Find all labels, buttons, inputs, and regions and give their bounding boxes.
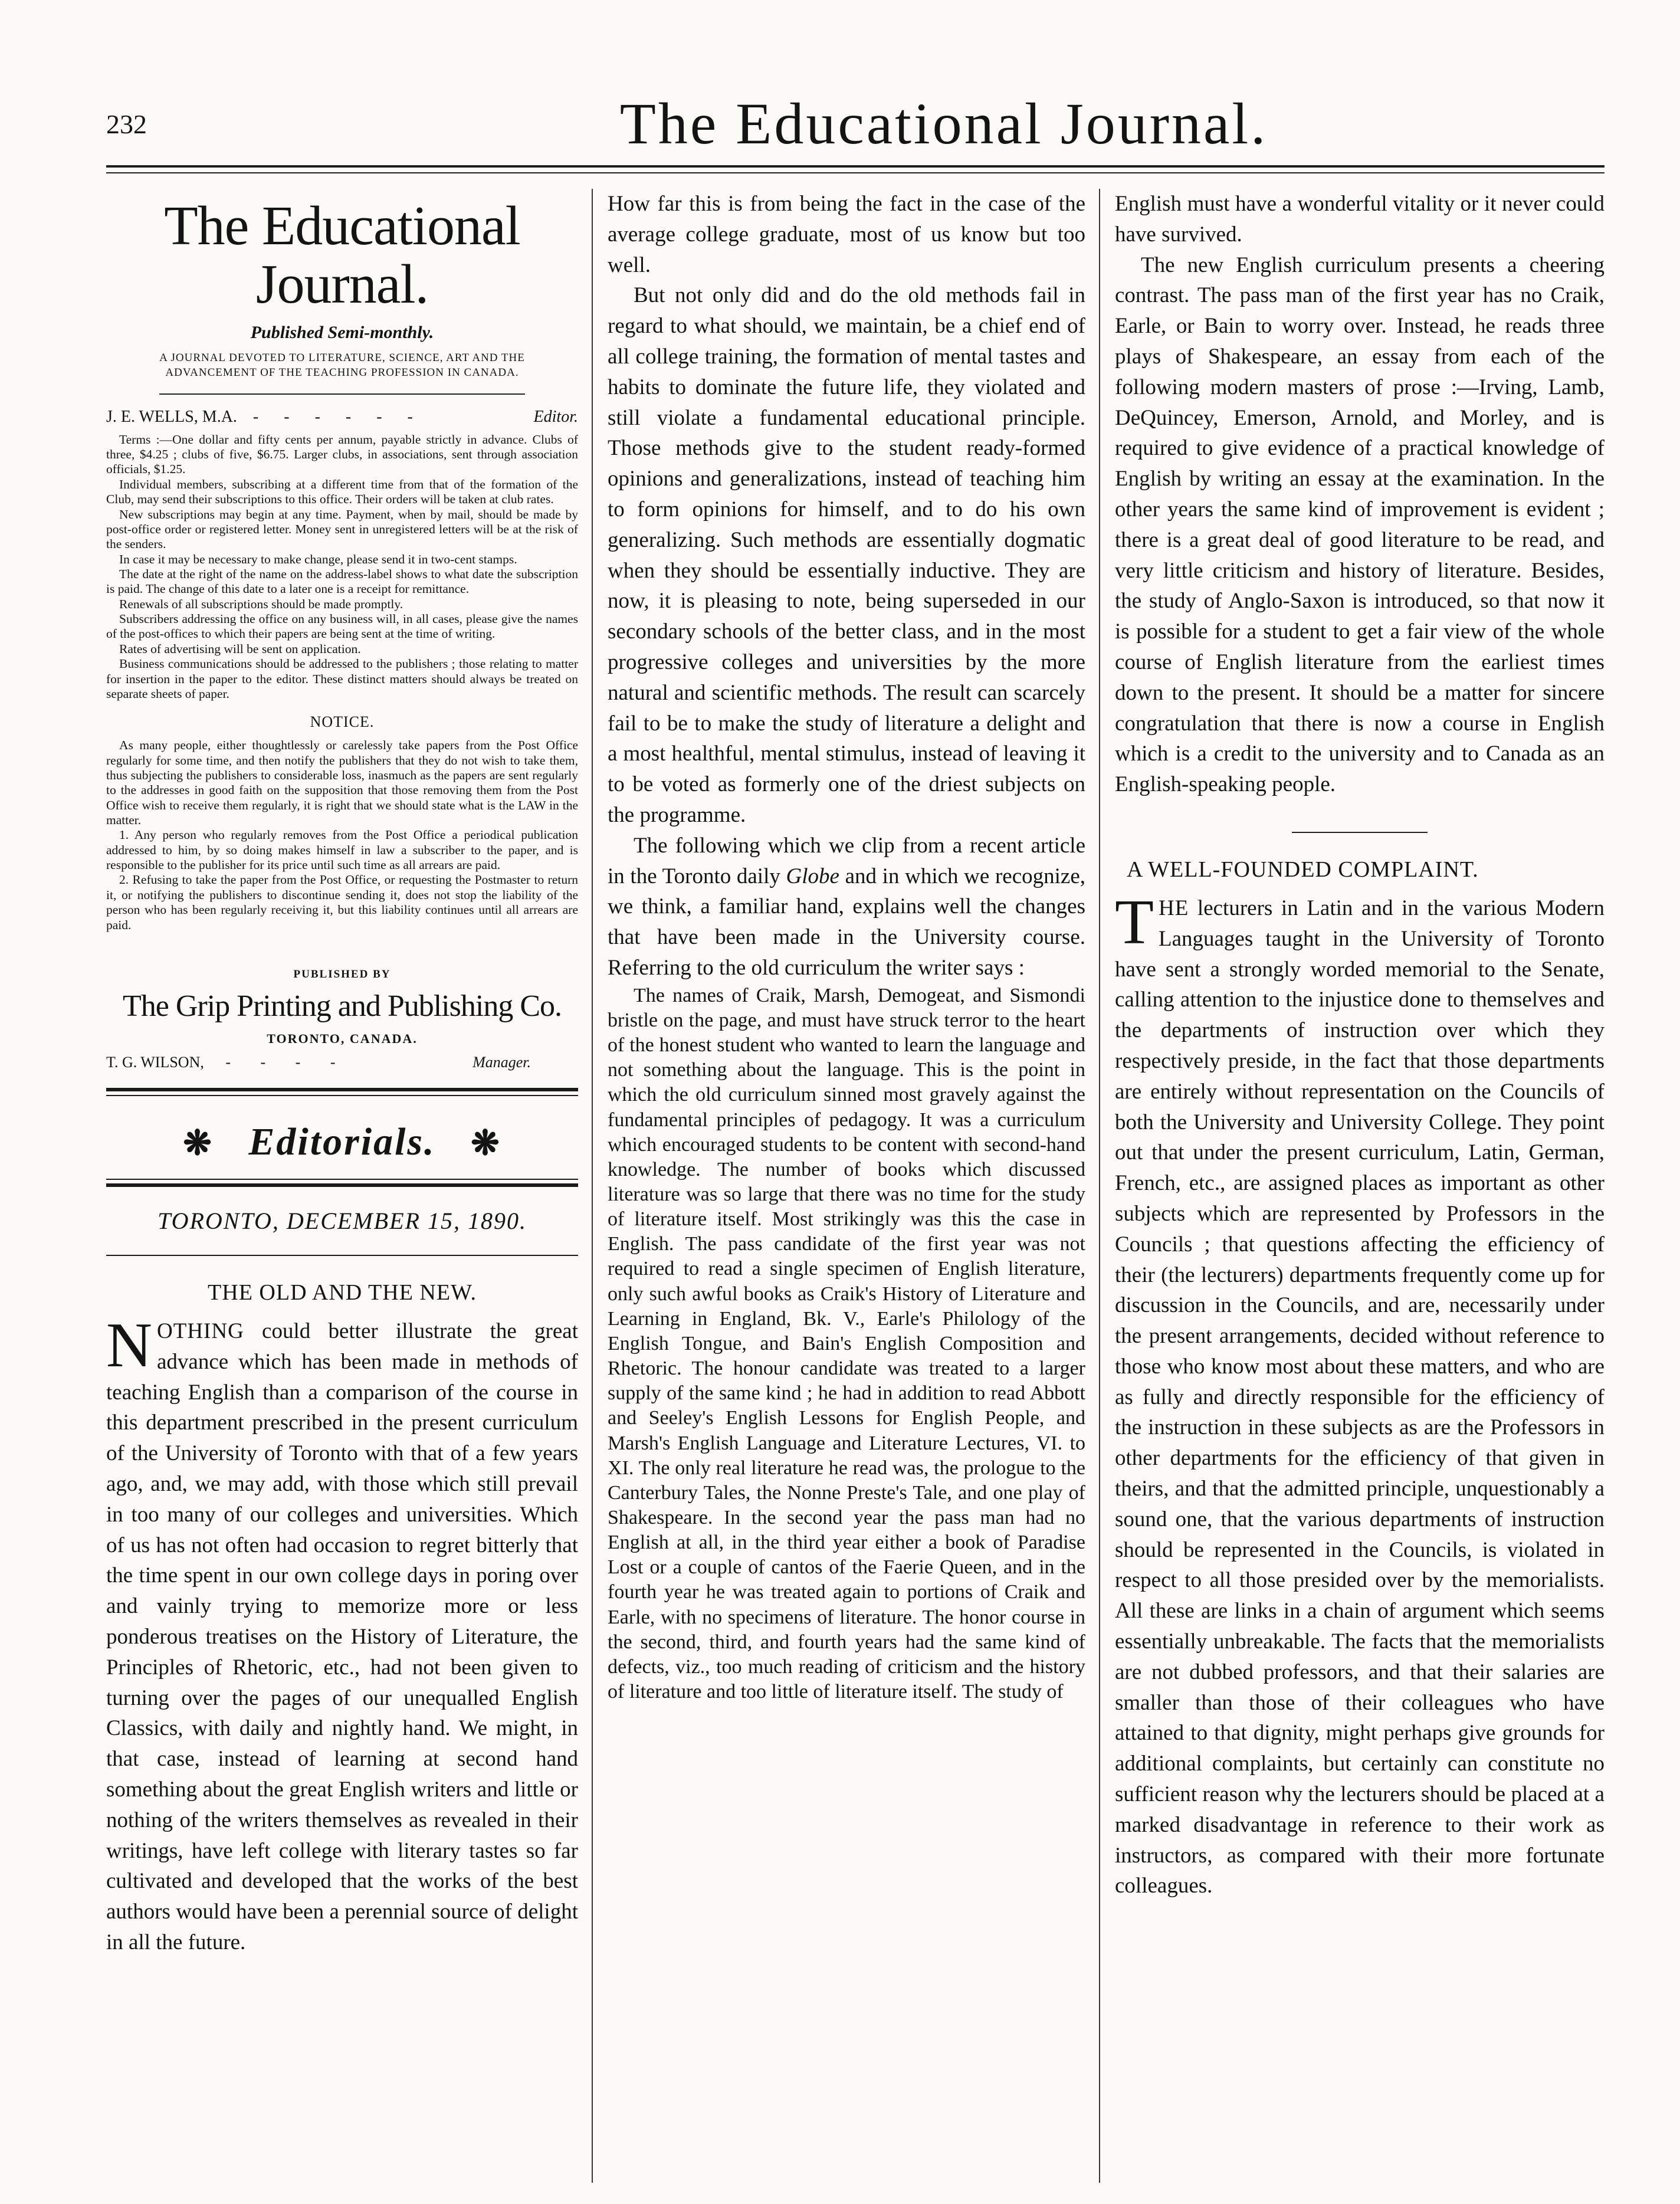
notice-paragraph: 2. Refusing to take the paper from the Post Office, or requesting the Postmaster to return it, or notifying the publishers to discontinue sending it, does not stop the liability of the person who has been regularly receiving it, but this liability continues until all arrears are paid. [106,873,578,932]
terms-paragraph: New subscriptions may begin at any time. Payment, when by mail, should be made by post-office order or registered letter. Money sent in unregistered letters will be at the risk of the senders. [106,507,578,552]
header-rule-thin [106,172,1604,173]
masthead-description: A JOURNAL DEVOTED TO LITERATURE, SCIENCE, ART AND THE ADVANCEMENT OF THE TEACHING PROFESSION IN CANADA. [159,352,525,379]
article-paragraph [1115,887,1604,1901]
ornament-icon: ❋ [183,1124,214,1163]
terms-paragraph: Terms :—One dollar and fifty cents per annum, payable strictly in advance. Clubs of three, $4.25 ; clubs of five, $6.75. Larger clubs, in associations, sent through association officials, $1.25. [106,432,578,477]
section-heading [106,1120,578,1165]
published-by: PUBLISHED BY [293,967,391,980]
article-title: THE OLD AND THE NEW. [208,1280,477,1306]
first-word: HE [1158,896,1189,920]
ornament-icon: ❋ [471,1124,501,1163]
terms-block [106,432,578,701]
dateline-rule [106,1255,578,1256]
terms-paragraph: Individual members, subscribing at a different time from that of the formation of the Club, may send their subscriptions to this office. Their orders will be taken at club rates. [106,477,578,507]
article-paragraph: But not only did and do the old methods fail in regard to what should, we maintain, be a chief end of all college training, the formation of mental tastes and habits to dominate the future life, they violated and still violate a fundamental educational principle. Those methods give to the student ready-formed opinions and generalizations, instead of teaching him to form opinions for himself, and to do his own generalizing. Such methods are essentially dogmatic when they should be essentially inductive. They are now, it is pleasing to note, being superseded in our secondary schools of the better class, and in the most progressive colleges and universities by the more natural and scientific methods. The result can scarcely fail to be to make the study of literature a delight and a most healthful, mental stimulus, instead of leaving it to be voted as formerly one of the driest subjects on the programme. [608,283,1085,827]
running-head: The Educational Journal. [619,91,1268,156]
paragraph-text: could better illustrate the great advance which has been made in methods of teaching English than a comparison of the course in this department prescribed in the present curriculum of the University of Toronto with that of a few years ago, and, we may add, with those which still prevail in too many of our colleges and universities. Which of us has not often had occasion to regret bitterly that the time spent in our own college days in poring over and vainly trying to memorize more or less ponderous treatises on the History of Literature, the Principles of Rhetoric, etc., had not been given to turning over the pages of our unequalled English Classics, with daily and nightly hand. We might, in that case, instead of learning at second hand something about the great English writers and little or nothing of the writers themselves as revealed in their writings, have left college with literary tastes so far cultivated and developed that the works of the best authors would have been a perennial source of delight in all the future. [106,1319,578,1955]
section-rule [106,1183,578,1187]
column-left [106,189,578,1958]
terms-paragraph: Business communications should be addressed to the publishers ; those relating to matter for insertion in the paper to the editor. These distinct matters should always be treated on separate sheets of paper. [106,657,578,701]
article-paragraph [608,831,1085,983]
notice-block [106,738,578,933]
masthead-title: The Educational Journal. [164,195,520,315]
column-middle [608,189,1085,1704]
drop-cap: N [106,1310,152,1381]
column-divider [592,189,593,2183]
column-right [1115,189,1604,1901]
paragraph-text: and in which we recognize, we think, a familiar hand, explains well the changes that have been made in the University course. Referring to the old curriculum the writer says : [608,864,1085,980]
drop-cap: T [1115,887,1154,957]
publisher-city: TORONTO, CANADA. [267,1031,418,1047]
terms-paragraph: Rates of advertising will be sent on application. [119,641,361,656]
page-number: 232 [106,109,147,139]
terms-paragraph: The date at the right of the name on the address-label shows to what date the subscription is paid. The change of this date to a later one is a receipt for remittance. [106,566,578,596]
article-title: A WELL-FOUNDED COMPLAINT. [1127,857,1479,882]
notice-paragraph: As many people, either thoughtlessly or carelessly take papers from the Post Office regularly for some time, and then notify the publishers that they do not wish to take them, thus subjecting the publishers to considerable loss, inasmuch as the papers are sent regularly to the addresses in good faith on the supposition that those removing them from the Post Office wish to receive them regularly, it is right that we should state what is the LAW in the matter. [106,738,578,828]
dateline: TORONTO, DECEMBER 15, 1890. [158,1208,527,1235]
manager-name: T. G. WILSON, [106,1054,204,1071]
terms-paragraph: Renewals of all subscriptions should be made promptly. [119,596,403,611]
section-heading-text: Editorials. [248,1120,436,1164]
editor-dots: - - - - - - [252,407,424,426]
article-paragraph [106,1310,578,1958]
section-rule [106,1088,578,1091]
quoted-passage: The names of Craik, Marsh, Demogeat, and Sismondi bristle on the page, and must have struck terror to the heart of the honest student who wanted to learn the language and not something about the language. This is the point in which the old curriculum sinned most gravely against the fundamental principles of pedagogy. It was a curriculum which encouraged students to be content with second-hand knowledge. The number of books which discussed literature was so large that there was no time for the study of literature itself. Most strikingly was this the case in English. The pass candidate of the first year was not required to read a single specimen of English literature, only such awful books as Craik's History of Literature and Learning in England, Bk. V., Earle's Philology of the English Tongue, and Bain's English Composition and Rhetoric. The honour candidate was treated to a larger supply of the same kind ; he had in addition to read Abbott and Seeley's English Lessons for English People, and Marsh's English Language and Literature Lectures, VI. to XI. The only real literature he read was, the prologue to the Canterbury Tales, the Nonne Preste's Tale, and one play of Shakespeare. In the second year the pass man had no English at all, in the third year either a book of Paradise Lost or a couple of cantos of the Faerie Queen, and in the fourth year he was treated again to portions of Craik and Earle, with no specimens of literature. The honor course in the second, third, and fourth years had the same kind of defects, viz., too much reading of criticism and the history of literature and too little of literature itself. The study of [608,984,1085,1703]
notice-heading: NOTICE. [310,713,375,731]
section-rule-thin [106,1095,578,1096]
publisher-name: The Grip Printing and Publishing Co. [123,989,562,1023]
header-rule [106,165,1604,168]
editor-line [106,408,578,427]
terms-paragraph: In case it may be necessary to make change, please send it in two-cent stamps. [119,552,517,566]
masthead-subtitle: Published Semi-monthly. [250,323,434,343]
article-separator [1292,832,1428,833]
newspaper-name: Globe [786,864,839,888]
masthead-rule [159,393,525,395]
article-paragraph: The new English curriculum presents a cheering contrast. The pass man of the first year has no Craik, Earle, or Bain to worry over. Instead, he reads three plays of Shakespeare, an essay from each of the following modern masters of prose :—Irving, Lamb, DeQuincey, Emerson, Arnold, and Morley, and is required to give evidence of a practical knowledge of English by writing an essay at the examination. In the other years the same kind of improvement is evident ; there is a great deal of good literature to be read, and very little criticism and history of literature. Besides, the study of Anglo-Saxon is introduced, so that now it is possible for a student to get a fair view of the whole course of English literature from the earliest times down to the present. It should be a matter for sincere congratulation that there is now a course in English which is a credit to the university and to Canada as an English-speaking people. [1115,252,1604,797]
paragraph-text: lecturers in Latin and in the various Modern Languages taught in the University of Toronto have sent a strongly worded memorial to the Senate, calling attention to the injustice done to themselves and the departments of instruction over which they respectively preside, in the fact that those departments are entirely without representation on the Councils of both the University and University College. They point out that under the present curriculum, Latin, German, French, etc., are assigned places as important as other subjects which are represented by Professors in the Councils ; that questions affecting the efficiency of their (the lecturers) departments frequently come up for discussion in the Councils, and are, necessarily under the present arrangements, decided without reference to those who know most about these matters, and who are as fully and directly responsible for the efficiency of the instruction in these subjects as are the Professors in other departments for the efficiency of that given in theirs, and that the admitted principle, unquestionably a sound one, that the various departments of instruction should be represented in the Councils, is violated in respect to all those presided over by the memorialists. All these are links in a chain of argument which seems essentially unbreakable. The facts that the memorialists are not dubbed professors, and that their salaries are smaller than those of their colleagues who have attained to that dignity, might perhaps give grounds for additional complaints, but certainly can constitute no sufficient reason why the lecturers should be placed at a marked disadvantage in reference to their work as instructors, as compared with their more fortunate colleagues. [1115,896,1604,1898]
column-divider [1099,189,1100,2183]
article-paragraph: English must have a wonderful vitality or it never could have survived. [1115,192,1604,247]
manager-dots: - - - - [225,1054,349,1071]
manager-line [106,1054,578,1071]
first-word: OTHING [157,1319,244,1344]
section-rule-thin [106,1179,578,1180]
article-paragraph: How far this is from being the fact in the case of the average college graduate, most of us know but too well. [608,192,1085,277]
terms-paragraph: Subscribers addressing the office on any business will, in all cases, please give the names of the post-offices to which their papers are being sent at the time of writing. [106,612,578,641]
manager-role: Manager. [472,1054,531,1071]
editor-name: J. E. WELLS, M.A. [106,407,237,426]
editor-role: Editor. [533,407,578,426]
paragraph-text: The following which we clip from a recent article in the Toronto daily [608,833,1085,888]
notice-paragraph: 1. Any person who regularly removes from the Post Office a periodical publication addressed to him, by so doing makes himself in law a subscriber to the paper, and is responsible to the publisher for its price until such time as all arrears are paid. [106,828,578,873]
